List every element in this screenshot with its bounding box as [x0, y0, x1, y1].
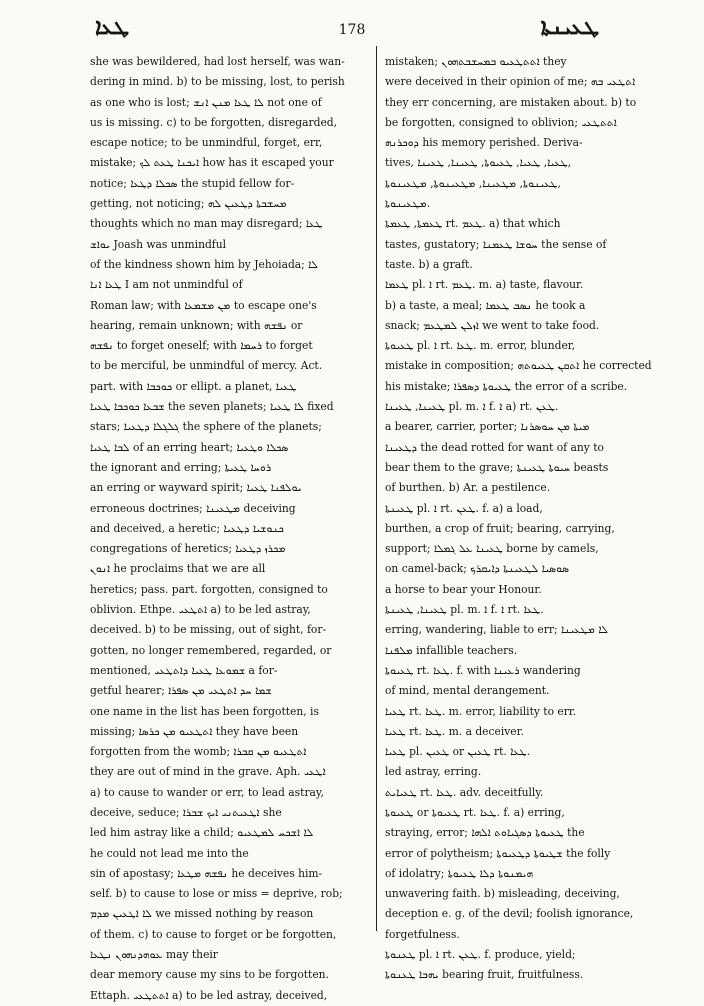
- right-column: [385, 52, 667, 986]
- text-line: of the kindness shown him by Jehoiada; ܠܐ: [90, 257, 318, 271]
- text-line: an erring or wayward spirit; ܝܘܠܦܢܐ ܛܥܝܐ: [90, 481, 302, 495]
- text-line: ܛܥܢܘܬܐ pl. ܐ rt. ܛܥܢ. f. produce, yield;: [385, 948, 576, 962]
- text-line: the ignorant and erring; ܪܘܚܐ ܛܥܝܬܐ: [90, 460, 272, 474]
- text-line: missing; ܐܬܛܥܝܘ ܡܢ ܟܪܣܐ they have been: [90, 724, 299, 738]
- text-line: Roman law; with ܡܢ ܡܫܡܥܐ to escape one's: [90, 298, 317, 312]
- text-line: led astray, erring.: [385, 765, 482, 779]
- text-line: straying, error; ܛܥܝܘܬܐ ܕܣܓܝܐܘܬ ܐܠܗܐ the: [385, 826, 585, 840]
- text-line: ܛܥܝܐܝܬ rt. ܛܥܐ. adv. deceitfully.: [385, 785, 544, 799]
- text-line: mistake; ܐܝܟܢܐ ܛܥܬ ܠܟ how has it escaped your: [90, 156, 334, 170]
- header-left-word: ܛܥܐ: [95, 14, 130, 40]
- text-line: snack; ܐܙܠܢ ܠܡܛܥܡ we went to take food.: [385, 318, 600, 332]
- text-line: ܝܘܐܫ Joash was unmindful: [90, 237, 227, 251]
- text-line: of idolatry; ܗܝܡܢܘܬܐ ܕܠܐ ܛܥܝܘܬܐ: [385, 866, 534, 880]
- text-line: ܐܢܘܢ he proclaims that we are all: [90, 562, 266, 576]
- text-line: ܛܥܝܢܘܬܐ, ܡܛܥܝܢܐ, ܡܛܥܝܢܘܬܐ, ܡܛܥܝܢܘܬܐ,: [385, 176, 561, 190]
- text-line: gotten, no longer remembered, regarded, or: [90, 643, 332, 657]
- text-line: ܛܥܝܐ rt. ܛܥܐ. m. error, liability to err.: [385, 704, 577, 718]
- text-line: ܛܥܝܐ rt. ܛܥܐ. m. a deceiver.: [385, 724, 524, 738]
- text-line: notice; ܣܟܠܐ ܕܛܥܐ the stupid fellow for-: [90, 176, 295, 190]
- text-line: one name in the list has been forgotten, is: [90, 704, 319, 718]
- text-line: as one who is lost; ܠܐ ܛܥܐ ܡܢܢ ܐܢܫ not one of: [90, 95, 322, 109]
- text-line: were deceived in their opinion of me; ܐܬܛܥܝ ܒܗ: [385, 75, 636, 89]
- text-line: they are out of mind in the grave. Aph. ܐܛܥܝ: [90, 765, 326, 779]
- page-number: 178: [338, 22, 366, 38]
- text-line: forgetfulness.: [385, 927, 460, 941]
- text-line: tastes, gustatory; ܚܘܫܐ ܛܥܡܢܐ the sense of: [385, 237, 607, 251]
- text-line: sin of apostasy; ܢܦܫܗ ܡܛܥܐ he deceives him-: [90, 866, 323, 880]
- text-line: they err concerning, are mistaken about. b) to: [385, 95, 637, 109]
- text-line: of mind, mental derangement.: [385, 684, 550, 698]
- text-line: led him astray like a child; ܠܐ ܐܫܟܚ ܠܡܛܥܝܘ: [90, 826, 314, 840]
- text-line: ܛܥܝܘܬܐ or ܛܥܝܘܬܐ rt. ܛܥܐ. f. a) erring,: [385, 805, 565, 819]
- text-line: taste. b) a graft.: [385, 257, 473, 271]
- text-line: she was bewildered, had lost herself, was wan-: [90, 55, 345, 68]
- text-line: us is missing. c) to be forgotten, disregarded,: [90, 115, 338, 129]
- text-line: getting, not noticing; ܡܚܫܒܬܐ ܕܛܥܝܢ ܠܗ: [90, 197, 287, 211]
- text-line: ܛܥܐ ܐܢܐ I am not unmindful of: [90, 278, 243, 292]
- text-line: ܥܘܗܕܢܗܘܢ ܢܛܥܐ may their: [90, 948, 218, 962]
- text-line: ܕܘܟܪܢܗ his memory perished. Deriva-: [385, 136, 583, 150]
- text-line: escape notice; to be unmindful, forget, err,: [90, 136, 323, 150]
- text-line: mistake in composition; ܐܬܩܢ ܛܥܝܘܬܗ he corrected: [385, 359, 652, 373]
- text-line: ܢܦܫܗ to forget oneself; with ܪܚܡܐ to forget: [90, 339, 313, 353]
- text-line: ܛܥܡܬܐ, ܛܥܡܬܐ rt. ܛܥܡ. a) that which: [385, 217, 561, 231]
- text-line: to be merciful, be unmindful of mercy. Act.: [90, 359, 323, 373]
- text-line: hearing, remain unknown; with ܢܦܫܗ or: [90, 318, 303, 332]
- text-line: dear memory cause my sins to be forgotten.: [90, 968, 329, 982]
- text-line: deceived. b) to be missing, out of sight, for-: [90, 623, 327, 637]
- text-line: of burthen. b) Ar. a pestilence.: [385, 481, 551, 495]
- text-line: thoughts which no man may disregard; ܛܥܐ: [90, 217, 323, 231]
- text-line: forgotten from the womb; ܐܬܛܥܝܘ ܡܢ ܩܒܪܐ: [90, 745, 307, 759]
- text-line: erring, wandering, liable to err; ܠܐ ܡܛܥܝܢܐ: [385, 623, 609, 637]
- header-right-word: ܛܥܝܢܬܐ: [540, 14, 599, 40]
- text-line: burthen, a crop of fruit; bearing, carrying,: [385, 521, 615, 535]
- text-line: ܕܛܥܝܢܐ the dead rotted for want of any to: [385, 440, 604, 454]
- text-line: his mistake; ܛܥܝܘܬܐ ܕܣܦܪܐ the error of a scribe.: [385, 379, 628, 393]
- text-line: getful hearer; ܫܡܐ ܚܕ ܐܬܛܥܝ ܡܢ ܣܦܪܐ: [90, 684, 272, 698]
- text-line: self. b) to cause to lose or miss = deprive, rob;: [90, 887, 343, 901]
- text-line: ܛܥܝܢܐ, ܛܥܝܢܐ pl. m. ܐ f. ܐ a) rt. ܛܥܢ.: [385, 400, 559, 414]
- text-line: ܛܥܝܘܬܐ pl. ܐ rt. ܛܥܐ. m. error, blunder,: [385, 339, 576, 353]
- text-line: deceive, seduce; ܐܛܥܝܬܢܝ ܐܝܟ ܫܒܪܐ she: [90, 805, 282, 819]
- text-line: a horse to bear your Honour.: [385, 582, 542, 596]
- text-line: a) to cause to wander or err, to lead astray,: [90, 785, 324, 799]
- text-line: bear them to the grave; ܚܝܘܬܐ ܛܥܝܢܬܐ beasts: [385, 460, 609, 474]
- text-line: mistaken; ܐܬܬܛܥܝܘ ܒܡܚܫܒܬܗܘܢ they: [385, 55, 567, 68]
- text-line: oblivion. Ethpe. ܐܬܛܥܝ a) to be led astray,: [90, 603, 311, 617]
- left-column: [90, 52, 372, 1006]
- text-line: support; ܛܥܝܢܐ ܥܠ ܓܡܠܐ borne by camels,: [385, 542, 599, 556]
- text-line: deception e. g. of the devil; foolish ignorance,: [385, 907, 634, 921]
- text-line: mentioned, ܫܡܘܥܐ ܛܥܝܐ ܕܐܬܛܥܝ a for-: [90, 663, 278, 677]
- text-line: ܡܛܥܝܢܘܬܐ.: [385, 197, 431, 211]
- text-line: ܡܠܦܢܐ infallible teachers.: [385, 643, 518, 657]
- text-line: be forgotten, consigned to oblivion; ܐܬܬܛܥܝ: [385, 115, 617, 129]
- text-line: error of polytheism; ܫܛܝܘܬܐ ܕܛܥܝܘܬܐ the folly: [385, 846, 611, 860]
- text-line: ܛܥܝܢܐ, ܛܥܝܢܬܐ pl. m. ܐ f. ܐ rt. ܛܥܐ.: [385, 603, 544, 617]
- text-line: he could not lead me into the: [90, 846, 249, 860]
- text-line: on camel-back; ܣܘܣܝܐ ܠܛܥܝܢܬܐ ܕܐܝܩܪܟ: [385, 562, 570, 576]
- text-line: ܛܥܝܐ pl. ܛܥܝܢ or ܛܥܝܢ rt. ܛܥܐ.: [385, 745, 531, 759]
- text-line: Ettaph. ܐܬܬܛܥܝ a) to be led astray, deceived,: [90, 988, 328, 1002]
- text-line: ܛܥܝܘܬܐ rt. ܛܥܐ. f. with ܪܥܝܢܐ wandering: [385, 663, 581, 677]
- column-divider: [376, 46, 377, 931]
- text-line: ܛܥܝܢܬܐ pl. ܐ rt. ܛܥܢ. f. a) a load,: [385, 501, 543, 515]
- text-line: part. with ܟܘܟܒܐ or ellipt. a planet, ܛܥܝܐ: [90, 379, 297, 393]
- text-line: erroneous doctrines; ܡܛܥܝܢܐ deceiving: [90, 501, 296, 515]
- text-line: ܫܒܥܐ ܟܘܟܒܐ ܛܥܝܐ the seven planets; ܠܐ ܛܥܝܐ fixed: [90, 400, 334, 414]
- text-line: stars; ܓܠܓܠܐ ܕܛܥܝܐ the sphere of the planets;: [90, 420, 322, 434]
- text-line: tives, ܛܥܝܐ, ܛܥܝܐ, ܛܥܝܘܬܐ, ܛܥܝܢܐ, ܛܥܝܢܐ,: [385, 156, 572, 170]
- text-line: ܠܒܐ ܛܥܝܐ of an erring heart; ܣܟܠܐ ܘܛܥܝܐ: [90, 440, 289, 454]
- text-line: ܝܗܒܐ ܛܥܢܘܬܐ bearing fruit, fruitfulness.: [385, 968, 584, 982]
- text-line: of them. c) to cause to forget or be forgotten,: [90, 927, 337, 941]
- text-line: ܠܐ ܐܛܥܝܢ ܡܕܡ we missed nothing by reason: [90, 907, 314, 921]
- text-line: a bearer, carrier, porter; ܡܝܬܐ ܡܢ ܚܘܣܪܢܐ: [385, 420, 590, 434]
- text-line: congregations of heretics; ܡܟܪܙ ܕܛܥܝܐ: [90, 542, 286, 556]
- text-line: unwavering faith. b) misleading, deceiving,: [385, 887, 620, 901]
- text-line: heretics; pass. part. forgotten, consigned to: [90, 582, 328, 596]
- text-line: and deceived, a heretic; ܟܢܘܫܝܐ ܕܛܥܝܐ: [90, 521, 284, 535]
- text-line: ܛܥܡܐ pl. ܐ rt. ܛܥܡ. m. a) taste, flavour.: [385, 278, 584, 292]
- text-line: dering in mind. b) to be missing, lost, to perish: [90, 75, 345, 89]
- text-line: b) a taste, a meal; ܢܣܒ ܛܥܡܐ he took a: [385, 298, 586, 312]
